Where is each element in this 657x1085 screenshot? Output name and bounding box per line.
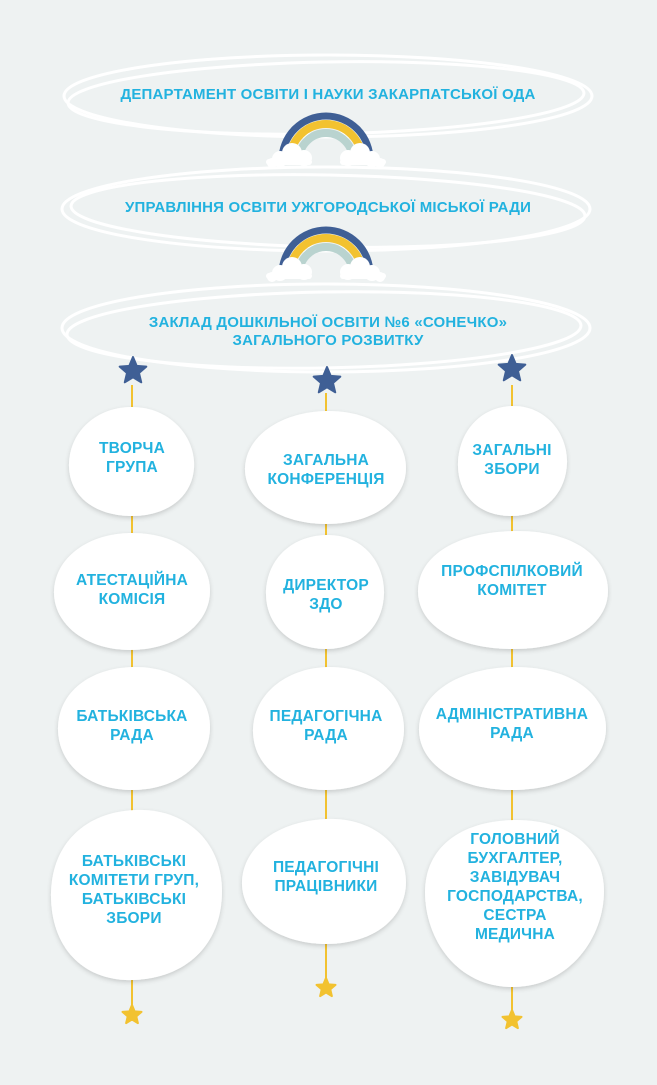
star-icon — [502, 1010, 521, 1028]
node-label-attestation-commission: АТЕСТАЦІЙНА КОМІСІЯ — [75, 572, 189, 608]
node-label-chief-accountant-group: ГОЛОВНИЙ БУХГАЛТЕР, ЗАВІДУВАЧ ГОСПОДАРСТВА, СЕСТРА МЕДИЧНА — [447, 831, 583, 943]
node-label-parents-council: БАТЬКІВСЬКА РАДА — [76, 708, 188, 744]
node-label-pedagogical-staff: ПЕДАГОГІЧНІ ПРАЦІВНИКИ — [272, 859, 380, 895]
node-label-pedagogical-council: ПЕДАГОГІЧНА РАДА — [269, 708, 383, 744]
node-label-creative-group: ТВОРЧА ГРУПА — [99, 440, 165, 476]
node-label-administrative-council: АДМІНІСТРАТИВНА РАДА — [435, 706, 589, 742]
node-label-preschool-sonechko: ЗАКЛАД ДОШКІЛЬНОЇ ОСВІТИ №6 «СОНЕЧКО» ЗАГАЛЬНОГО РОЗВИТКУ — [148, 314, 508, 350]
node-label-director: ДИРЕКТОР ЗДО — [283, 577, 369, 613]
star-icon — [316, 978, 335, 996]
node-label-dept-education-zakarpattia: ДЕПАРТАМЕНТ ОСВІТИ І НАУКИ ЗАКАРПАТСЬКОЇ ОДА — [120, 86, 536, 103]
star-icon — [122, 1005, 141, 1023]
node-label-general-meeting: ЗАГАЛЬНІ ЗБОРИ — [472, 442, 552, 478]
node-label-general-conference: ЗАГАЛЬНА КОНФЕРЕНЦІЯ — [267, 452, 385, 488]
rainbow-icon — [266, 116, 386, 168]
node-label-parent-committees: БАТЬКІВСЬКІ КОМІТЕТИ ГРУП, БАТЬКІВСЬКІ ЗБОРИ — [68, 853, 200, 927]
node-label-trade-union-committee: ПРОФСПІЛКОВИЙ КОМІТЕТ — [441, 563, 583, 599]
rainbow-icon — [266, 230, 386, 282]
node-label-uzhhorod-education-office: УПРАВЛІННЯ ОСВІТИ УЖГОРОДСЬКОЇ МІСЬКОЇ РАДИ — [124, 199, 532, 216]
